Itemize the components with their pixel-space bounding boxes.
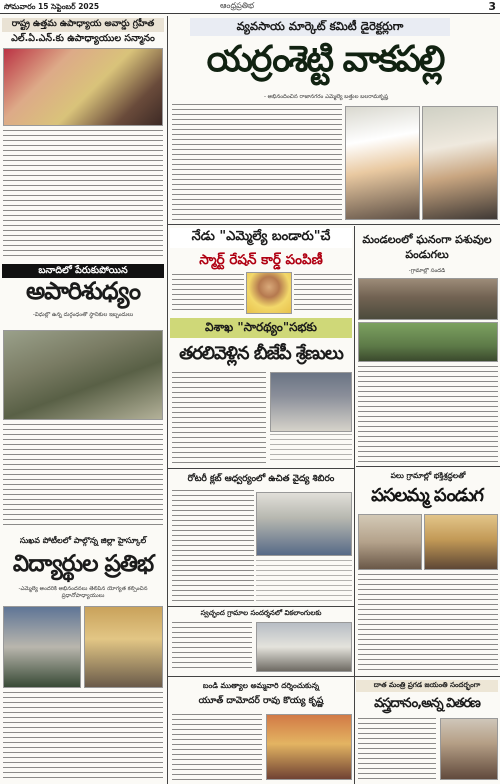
column-divider-right [354,226,355,784]
rotary-story-text [172,490,254,602]
student-headline: విద్యార్థుల ప్రతిభ [12,551,154,577]
swachh-headline: స్వచ్ఛంద గ్రామాల సందర్శనలో వికలాంగులకు [200,609,322,617]
temple-label: బండి ముత్యాల అమ్మవారి దర్శించుకున్న [202,680,320,690]
festival-photo-2 [424,514,498,570]
cattle-photo-2 [358,322,498,362]
festival-headline: పసలమ్మ పండుగ [371,484,483,506]
issue-date: సోమవారం 15 సెప్టెంబర్ 2025 [4,2,100,11]
mla-portrait [246,272,292,314]
mla-story-text-2 [294,274,352,314]
smart-card-headline: స్మార్ట్ రేషన్ కార్డ్ పంపిణీ [199,251,323,268]
temple-headline: యూత్ దామోదర్ రావు కొయ్య కృష్ణ [198,696,324,706]
row-divider-5 [356,466,500,467]
bjp-photo-caption [270,434,352,464]
contest-label: సుఖవ పోటీలలో పాల్గొన్న జిల్లా హైస్కూల్ [19,535,147,545]
cattle-headline: మండలంలో ఘనంగా పశువుల పండుగలు [362,233,492,261]
award-headline: ఎల్.ఏ.ఎన్.కు ఉపాధ్యాయుల సన్మానం [11,32,155,44]
market-photo-2 [422,106,498,220]
cattle-story-text [358,366,498,462]
temple-photo [266,714,352,780]
student-photo-2 [84,606,163,688]
swachh-photo [256,622,352,672]
row-divider-2 [168,468,354,469]
bjp-headline: తరలివెళ్లిన బీజేపీ శ్రేణులు [179,342,343,364]
donor-story-text [358,718,436,780]
sanitation-story-text [3,424,163,528]
temple-story-text [172,714,262,780]
sanitation-subhead: -వీధుల్లో ఉన్న దుర్గంధంతో స్థానికుల ఇబ్బందులు [32,312,134,318]
market-photo-1 [345,106,420,220]
sanitation-headline: అపారిశుధ్యం [25,278,141,305]
mla-banner: నేడు "ఎమ్మెల్యే బండారు"చే [170,228,352,248]
award-ceremony-photo [3,48,163,126]
market-kicker: వ్యవసాయ మార్కెట్ కమిటీ డైరెక్టర్లుగా [190,18,450,36]
rotary-photo [256,492,352,556]
sabha-banner: విశాఖ "సారథ్యం"సభకు [170,318,352,338]
student-subhead: -ఎమ్మెల్యే అందరికీ అభినందనలు తెలిపిన యోగ్యత కల్పించిన ప్రధానోపాధ్యాయులు [18,586,148,599]
award-caption: రాష్ట్ర ఉత్తమ ఉపాధ్యాయ అవార్డు గ్రహీత [2,18,164,32]
bjp-photo [270,372,352,432]
bjp-story-text [172,372,266,464]
market-headline: యర్రంశెట్టి వాకపల్లి [206,40,444,80]
donor-label: దాత మంత్రి ప్రగడ జయంతి సందర్భంగా [356,680,498,692]
newspaper-brand: ఆంధ్రప్రతిభ [220,1,255,10]
donor-photo [440,718,498,780]
rotary-photo-caption [256,560,352,602]
sanitation-photo [3,330,163,420]
cattle-photo-1 [358,278,498,320]
rotary-headline: రోటరీ క్లబ్ ఆధ్వర్యంలో ఉచిత వైద్య శిబిరం [187,474,335,484]
market-story-text [172,104,342,220]
market-subhead: - అభినందించిన రాజానగరం ఎమ్మెల్యే బత్తుల బలరామకృష్ణ [263,94,389,100]
swachh-story-text [172,622,252,672]
award-story-text [3,130,163,256]
student-photo-1 [3,606,81,688]
row-divider-4 [168,676,500,677]
page-number: 3 [488,0,496,13]
row-divider-1 [168,224,500,225]
student-story-text [3,692,163,782]
festival-story-text [358,574,498,670]
donor-headline: వస్త్రదానం,అన్న వితరణ [374,696,480,711]
festival-label: పలు గ్రామాల్లో భక్తిశ్రద్ధలతో [390,470,466,480]
left-column [0,16,166,784]
sanitation-label: బనాదిలో పేరుకుపోయిన [2,264,164,278]
cattle-subhead: -గ్రామాల్లో సందడి [408,268,446,274]
page-header [0,0,500,14]
column-divider-left [167,16,168,784]
festival-photo-1 [358,514,422,570]
mla-story-text-1 [172,274,244,314]
row-divider-3 [168,606,354,607]
